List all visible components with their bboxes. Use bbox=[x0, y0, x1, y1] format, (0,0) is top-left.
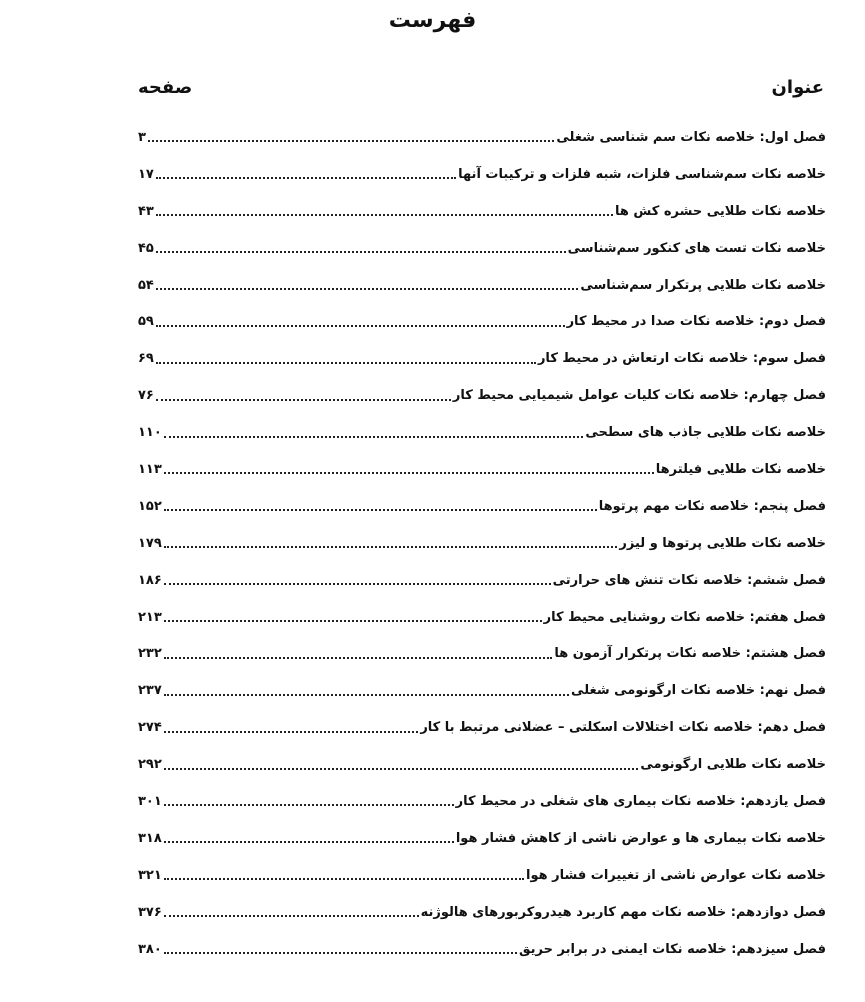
toc-entry-page: ۶۹ bbox=[138, 351, 154, 367]
dot-leader bbox=[164, 583, 551, 585]
toc-entry bbox=[138, 230, 826, 267]
toc-entry bbox=[138, 672, 826, 709]
dot-leader bbox=[164, 878, 524, 880]
toc-entry bbox=[138, 894, 826, 931]
toc-entry-title: فصل هفتم: خلاصه نکات روشنایی محیط کار bbox=[543, 609, 826, 625]
dot-leader bbox=[164, 952, 517, 954]
toc-entry bbox=[138, 414, 826, 451]
toc-entry-title: خلاصه نکات طلایی جاذب های سطحی bbox=[585, 425, 826, 441]
dot-leader bbox=[164, 731, 419, 733]
toc-entry-title: فصل نهم: خلاصه نکات ارگونومی شغلی bbox=[571, 683, 826, 699]
dot-leader bbox=[156, 251, 566, 253]
toc-entry-title: فصل دوم: خلاصه نکات صدا در محیط کار bbox=[566, 314, 826, 330]
dot-leader bbox=[164, 841, 454, 843]
toc-entry bbox=[138, 451, 826, 488]
toc-entry-page: ۱۱۰ bbox=[138, 425, 162, 441]
dot-leader bbox=[164, 472, 654, 474]
dot-leader bbox=[156, 399, 451, 401]
toc-entry-page: ۷۶ bbox=[138, 388, 154, 404]
dot-leader bbox=[164, 804, 454, 806]
toc-entry-page: ۵۹ bbox=[138, 314, 154, 330]
toc-entry-title: فصل دهم: خلاصه نکات اختلالات اسکلتی – عضلانی مرتبط با کار bbox=[420, 720, 826, 736]
toc-entry-title: فصل یازدهم: خلاصه نکات بیماری های شغلی در محیط کار bbox=[455, 793, 826, 809]
toc-entry-title: فصل سیزدهم: خلاصه نکات ایمنی در برابر حریق bbox=[518, 941, 826, 957]
toc-entry bbox=[138, 783, 826, 820]
toc-entry-title: خلاصه نکات سم‌شناسی فلزات، شبه فلزات و ترکیبات آنها bbox=[458, 166, 826, 182]
toc-entry-page: ۲۳۷ bbox=[138, 683, 162, 699]
dot-leader bbox=[164, 546, 618, 548]
toc-entry-page: ۳۷۶ bbox=[138, 904, 162, 920]
toc-entry-title: خلاصه نکات طلایی پرتوها و لیزر bbox=[619, 535, 826, 551]
page-column-header: صفحه bbox=[138, 76, 193, 98]
dot-leader bbox=[164, 436, 584, 438]
toc-list bbox=[138, 119, 826, 967]
toc-entry-page: ۳۸۰ bbox=[138, 941, 162, 957]
toc-entry-title: خلاصه نکات عوارض ناشی از تغییرات فشار هوا bbox=[525, 867, 826, 883]
toc-entry-page: ۱۷۹ bbox=[138, 535, 162, 551]
dot-leader bbox=[156, 288, 578, 290]
toc-header bbox=[138, 74, 824, 100]
toc-entry-title: فصل هشتم: خلاصه نکات پرتکرار آزمون ها bbox=[554, 646, 826, 662]
toc-entry bbox=[138, 820, 826, 857]
toc-entry bbox=[138, 340, 826, 377]
toc-entry-title: فصل پنجم: خلاصه نکات مهم پرتوها bbox=[598, 498, 826, 514]
toc-entry bbox=[138, 525, 826, 562]
dot-leader bbox=[164, 915, 419, 917]
toc-entry-page: ۳۰۱ bbox=[138, 793, 162, 809]
dot-leader bbox=[156, 325, 565, 327]
dot-leader bbox=[156, 177, 456, 179]
dot-leader bbox=[164, 694, 569, 696]
dot-leader bbox=[164, 768, 639, 770]
toc-entry-title: خلاصه نکات بیماری ها و عوارض ناشی از کاهش فشار هوا bbox=[455, 830, 826, 846]
toc-entry-page: ۵۴ bbox=[138, 277, 154, 293]
dot-leader bbox=[164, 509, 597, 511]
toc-entry-title: خلاصه نکات طلایی حشره کش ها bbox=[614, 203, 826, 219]
toc-entry bbox=[138, 267, 826, 304]
toc-entry bbox=[138, 193, 826, 230]
toc-entry bbox=[138, 746, 826, 783]
toc-entry bbox=[138, 857, 826, 894]
toc-entry-title: خلاصه نکات طلایی فیلترها bbox=[655, 461, 826, 477]
toc-entry-page: ۳ bbox=[138, 129, 146, 145]
toc-entry-title: خلاصه نکات تست های کنکور سم‌شناسی bbox=[567, 240, 826, 256]
toc-entry bbox=[138, 377, 826, 414]
toc-entry-page: ۴۵ bbox=[138, 240, 154, 256]
toc-entry-title: فصل ششم: خلاصه نکات تنش های حرارتی bbox=[552, 572, 826, 588]
toc-entry bbox=[138, 562, 826, 599]
toc-entry bbox=[138, 303, 826, 340]
dot-leader bbox=[164, 620, 542, 622]
toc-entry bbox=[138, 635, 826, 672]
toc-entry-page: ۲۱۳ bbox=[138, 609, 162, 625]
toc-entry bbox=[138, 709, 826, 746]
dot-leader bbox=[164, 657, 553, 659]
toc-entry-title: فصل سوم: خلاصه نکات ارتعاش در محیط کار bbox=[537, 351, 826, 367]
toc-entry bbox=[138, 119, 826, 156]
toc-entry-page: ۳۲۱ bbox=[138, 867, 162, 883]
toc-entry bbox=[138, 488, 826, 525]
toc-entry-page: ۱۵۲ bbox=[138, 498, 162, 514]
toc-entry-title: فصل اول: خلاصه نکات سم شناسی شغلی bbox=[556, 129, 826, 145]
toc-entry-page: ۱۱۳ bbox=[138, 461, 162, 477]
toc-entry bbox=[138, 599, 826, 636]
title-column-header: عنوان bbox=[771, 76, 824, 98]
toc-entry-page: ۲۹۲ bbox=[138, 757, 162, 773]
toc-entry-title: فصل چهارم: خلاصه نکات کلیات عوامل شیمیایی محیط کار bbox=[452, 388, 826, 404]
toc-entry-title: خلاصه نکات طلایی ارگونومی bbox=[640, 757, 826, 773]
toc-entry-page: ۴۳ bbox=[138, 203, 154, 219]
page-title: فهرست bbox=[388, 8, 477, 33]
toc-entry-title: فصل دوازدهم: خلاصه نکات مهم کاربرد هیدروکربورهای هالوژنه bbox=[420, 904, 826, 920]
dot-leader bbox=[156, 214, 613, 216]
toc-entry-page: ۲۷۴ bbox=[138, 720, 162, 736]
toc-entry-page: ۲۳۲ bbox=[138, 646, 162, 662]
toc-entry-page: ۱۷ bbox=[138, 166, 154, 182]
toc-entry bbox=[138, 156, 826, 193]
toc-entry-title: خلاصه نکات طلایی پرتکرار سم‌شناسی bbox=[580, 277, 826, 293]
toc-entry-page: ۱۸۶ bbox=[138, 572, 162, 588]
toc-entry bbox=[138, 931, 826, 968]
dot-leader bbox=[156, 362, 536, 364]
dot-leader bbox=[148, 140, 554, 142]
toc-entry-page: ۳۱۸ bbox=[138, 830, 162, 846]
